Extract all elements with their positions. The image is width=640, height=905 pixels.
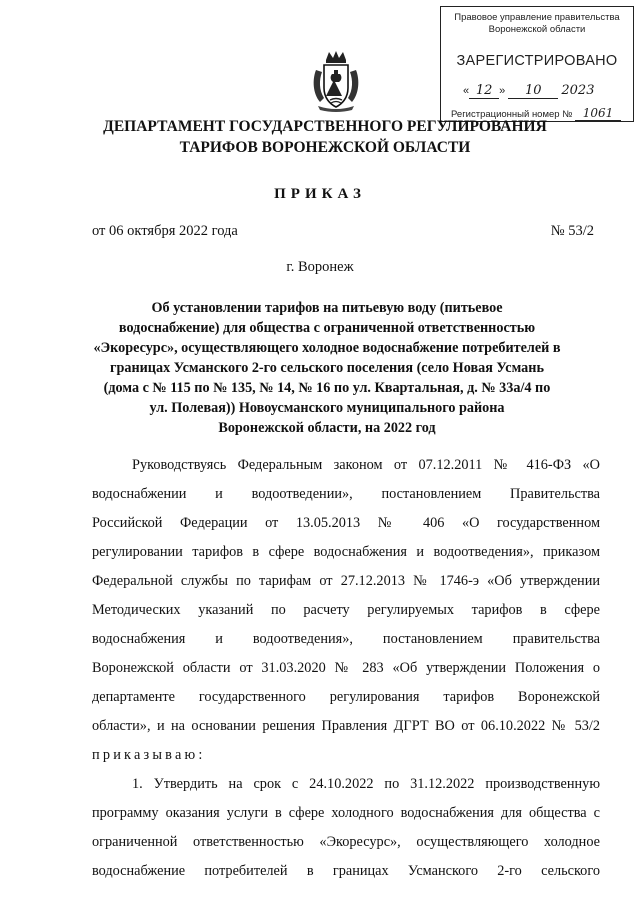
order-number: № 53/2 — [550, 223, 594, 239]
registration-stamp — [440, 6, 634, 122]
document-type: ПРИКАЗ — [274, 186, 366, 202]
department-name — [90, 116, 560, 158]
order-date: от 06 октября 2022 года — [92, 223, 238, 239]
body-line: регулировании тарифов в сфере водоснабжения и водоотведения», приказом — [92, 544, 600, 560]
subject-line: Об установлении тарифов на питьевую воду (питьевое — [151, 300, 503, 316]
stamp-registered: ЗАРЕГИСТРИРОВАНО — [456, 53, 618, 69]
stamp-reg-number-value: 1061 — [575, 106, 621, 121]
department-line1: ДЕПАРТАМЕНТ ГОСУДАРСТВЕННОГО РЕГУЛИРОВАНИЯ — [103, 118, 547, 135]
subject-line: Воронежской области, на 2022 год — [218, 420, 436, 436]
body-line: программу оказания услуги в сфере холодного водоснабжения для общества с — [92, 805, 600, 821]
subject-line: границах Усманского 2-го сельского поселения (село Новая Усмань — [110, 360, 544, 376]
order-city: г. Воронеж — [286, 259, 354, 275]
department-line2: ТАРИФОВ ВОРОНЕЖСКОЙ ОБЛАСТИ — [179, 139, 471, 156]
body-line: водоснабжение потребителей в границах Усманского 2-го сельского — [92, 863, 600, 879]
stamp-reg-number-label: Регистрационный номер № — [451, 109, 573, 120]
subject-line: ул. Полевая)) Новоусманского муниципального района — [149, 400, 505, 416]
body-line: Федеральной службы по тарифам от 27.12.2013 № 1746-э «Об утверждении — [92, 573, 600, 589]
body-line: Руководствуясь Федеральным законом от 07.12.2011 № 416-ФЗ «О — [132, 457, 600, 473]
body-line: водоснабжения и водоотведения», постановлением правительства — [92, 631, 600, 647]
subject-line: водоснабжение) для общества с ограниченной ответственностью — [118, 320, 536, 336]
body-line: области», и на основании решения Правления ДГРТ ВО от 06.10.2022 № 53/2 — [92, 718, 600, 734]
subject-line: (дома с № 115 по № 135, № 14, № 16 по ул. Квартальная, д. № 33а/4 по — [103, 380, 551, 396]
stamp-date-month: 10 — [508, 83, 558, 99]
body-line: водоснабжении и водоотведении», постановлением Правительства — [92, 486, 600, 502]
body-line: Воронежской области от 31.03.2020 № 283 «Об утверждении Положения о — [92, 660, 600, 676]
body-line: департаменте государственного регулирования тарифов Воронежской — [92, 689, 600, 705]
stamp-date-year: 2023 — [561, 83, 595, 98]
stamp-authority-line1: Правовое управление правительства — [454, 12, 620, 23]
subject-line: «Экоресурс», осуществляющего холодное водоснабжение потребителей в — [93, 340, 561, 356]
stamp-date: « 12 » 10 2023 — [463, 83, 595, 98]
body-line-order-word: приказываю: — [92, 747, 206, 763]
coat-of-arms-icon — [310, 50, 362, 112]
body-line: ограниченной ответственностью «Экоресурс», осуществляющего холодное — [92, 834, 600, 850]
stamp-date-day: 12 — [469, 83, 499, 99]
body-line: Российской Федерации от 13.05.2013 № 406 «О государственном — [92, 515, 600, 531]
body-line: 1. Утвердить на срок с 24.10.2022 по 31.12.2022 производственную — [132, 776, 600, 792]
body-line: Методических указаний по расчету регулируемых тарифов в сфере — [92, 602, 600, 618]
stamp-authority-line2: Воронежской области — [488, 24, 586, 35]
order-subject — [90, 298, 564, 438]
stamp-authority — [441, 12, 633, 36]
